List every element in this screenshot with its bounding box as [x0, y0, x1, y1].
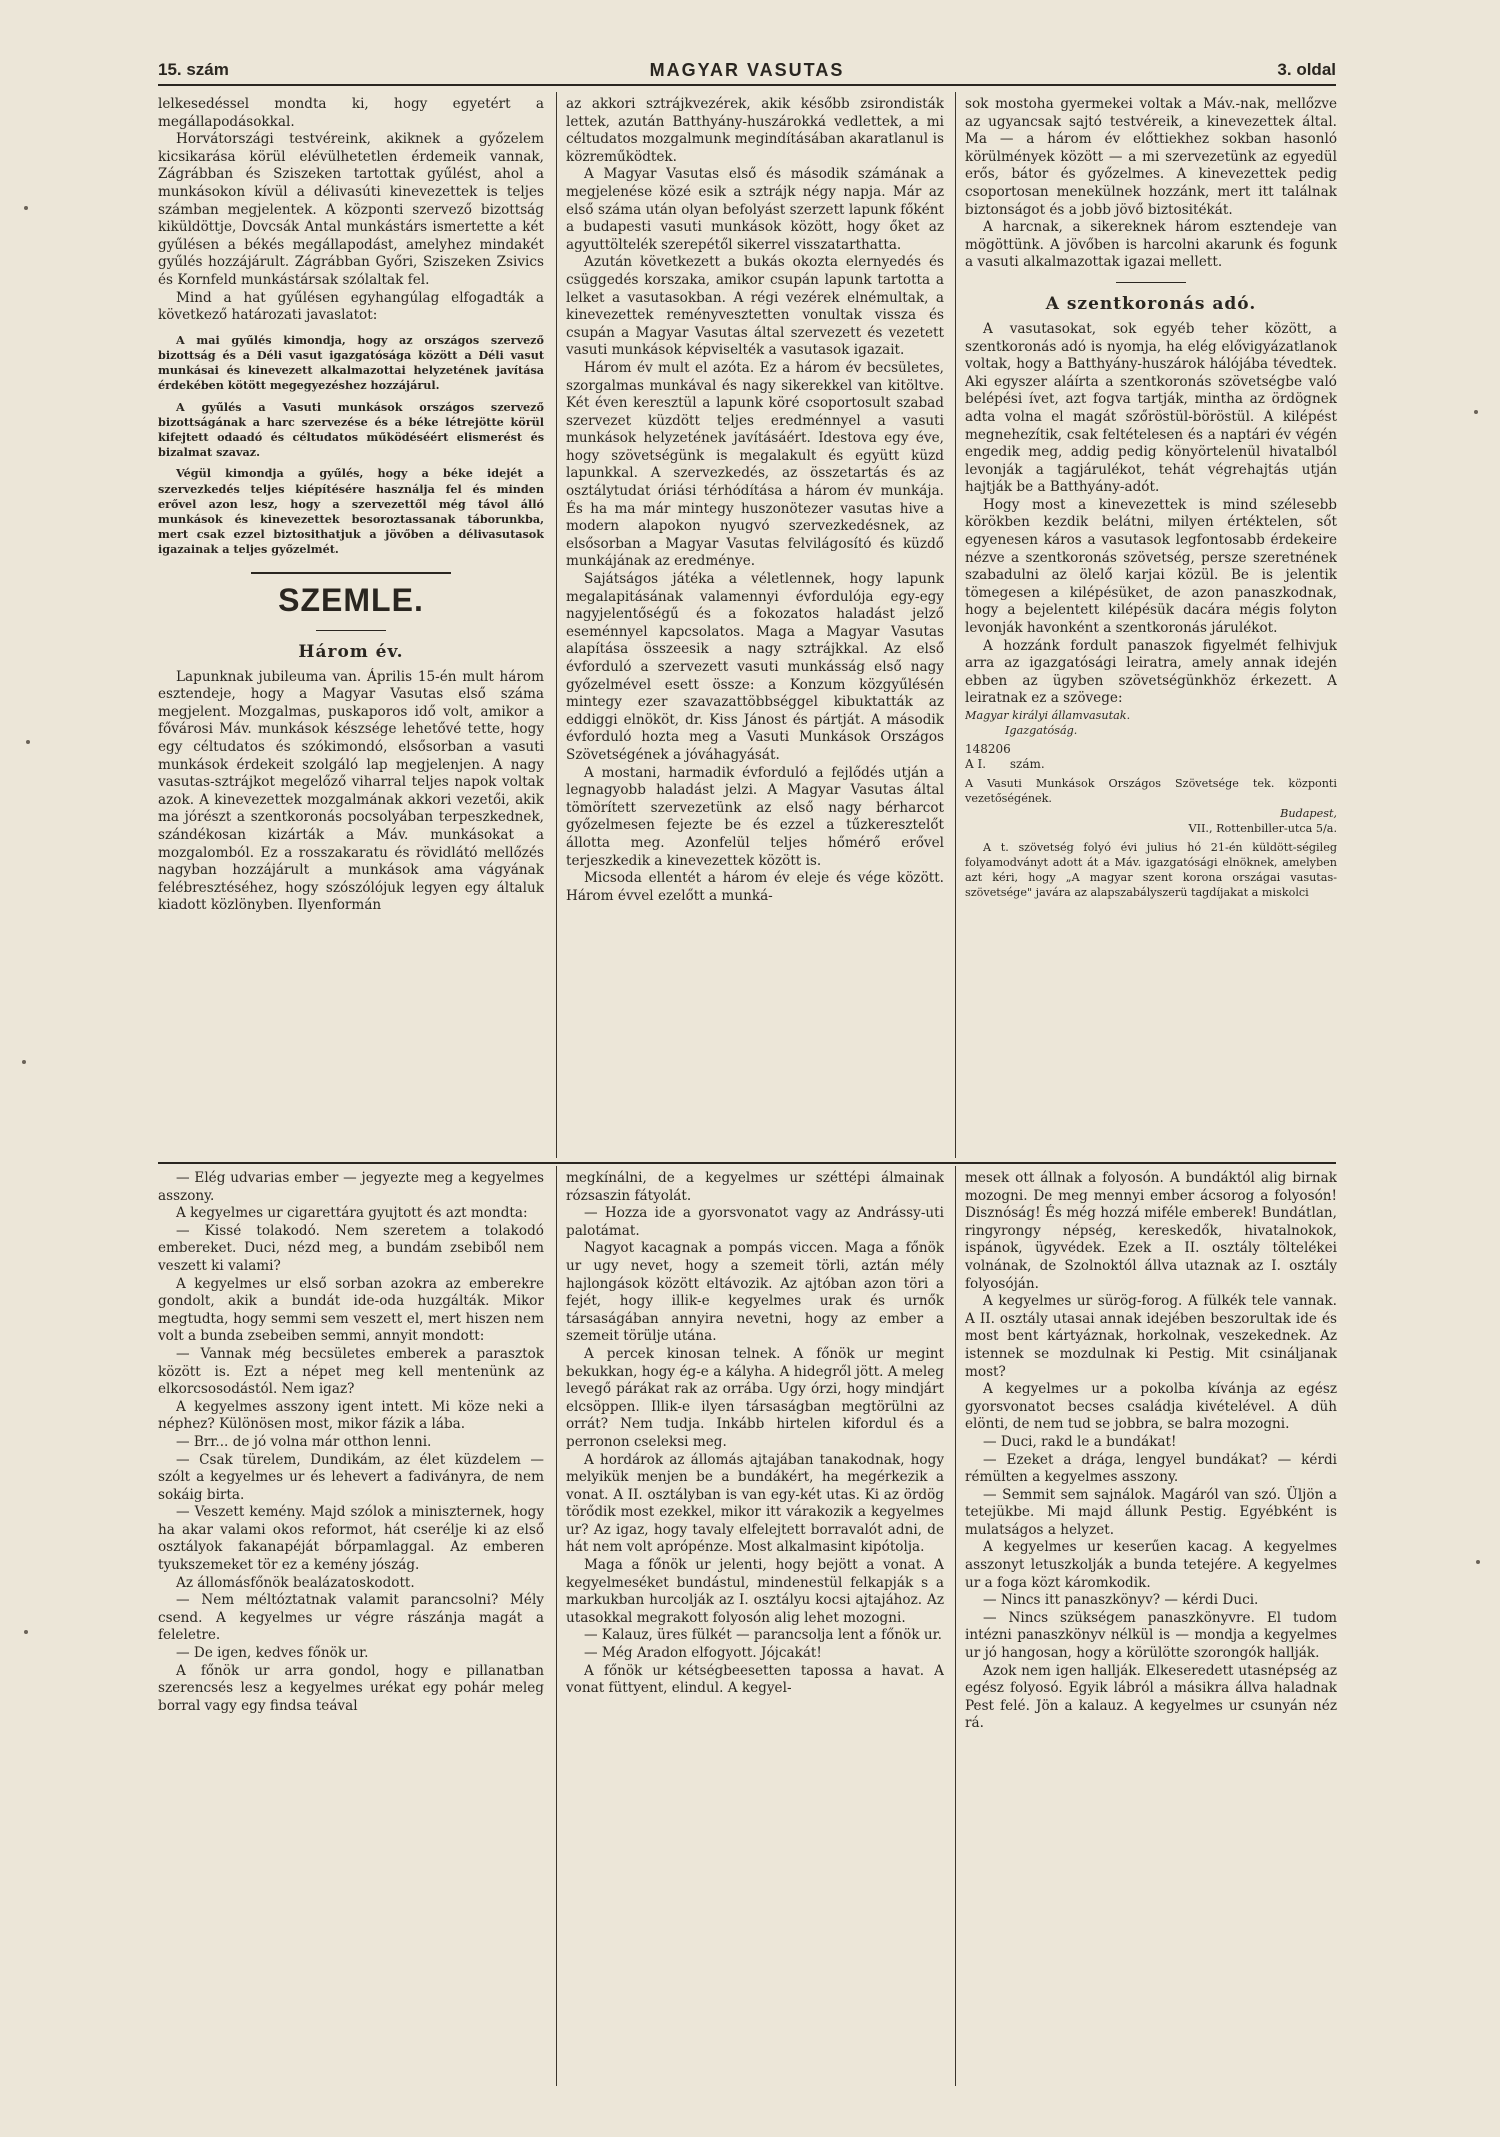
lower-column-1: [158, 1170, 544, 2084]
paragraph: — Semmit sem sajnálok. Magáról van szó. Üljön a tetejükbe. Mi majd állunk Pestig. Egyébként is mulatságos a helyzet.: [965, 1486, 1337, 1538]
paragraph: A kegyelmes ur cigarettára gyujtott és azt mondta:: [176, 1205, 528, 1222]
paragraph: — Kissé tolakodó. Nem szeretem a tolakodó embereket. Duci, nézd meg, a bundám zsebiből nem veszett ki valami?: [158, 1222, 544, 1274]
paragraph: — De igen, kedves főnök ur.: [176, 1645, 369, 1662]
paragraph: Azok nem igen hallják. Elkeseredett utasnépség az egész folyosó. Egyik lábról a másikra állva haladnak Pest felé. Jön a kalauz. A kegyelmes ur csunyán néz rá.: [965, 1662, 1337, 1732]
letter-number: 148206: [965, 742, 1011, 756]
paragraph: Hogy most a kinevezettek is mind szélesebb körökben kezdik belátni, milyen értéktelen, sőt egyenesen káros a vasutasok legfontosabb érdekeire nézve a szentkoronás szövetség, persze szeretnének szabadulni az ölelő karjai közül. Be is jelentik tömegesen a kilépésüket, de azon panaszkodnak, hogy a bejelentett kilépésük dacára mégis folyton levonják havonként a szentkoronás járulékot.: [965, 496, 1337, 637]
paper-speck: [1476, 1560, 1480, 1564]
paragraph: Nagyot kacagnak a pompás viccen. Maga a főnök ur ugy nevet, hogy a szemeit törli, aztán mély hajlongások között eltávozik. Az ajtóban azon töri a fejét, hogy illik-e kegyelmes urak és urnők társaságában annyira nevetni, hogy az ember a szemeit törülje utána.: [566, 1240, 944, 1345]
paragraph: — Duci, rakd le a bundákat!: [983, 1433, 1177, 1450]
page-number: 3. oldal: [1277, 60, 1336, 79]
divider: [316, 630, 386, 631]
paragraph: A mostani, harmadik évforduló a fejlődés utján a legnagyobb haladást jelzi. A Magyar Vasutas által tömörített szervezetünk az első nagy bérharcot győzelmesen fejezte be és ezzel a tűzkeresztelőt állotta meg. Azonfelül teljes hőmérő erővel terjeszkedik a kinevezettek között is.: [566, 764, 944, 869]
article-title: A szentkoronás adó.: [1045, 293, 1257, 314]
paragraph: Mind a hat gyűlésen egyhangúlag elfogadták a következő határozati javaslatot:: [158, 289, 544, 324]
column-rule-4: [955, 1166, 956, 2086]
paragraph: az akkori sztrájkvezérek, akik később zsirondisták lettek, azután Batthyány-huszárokká vedlettek, a mi céltudatos mozgalmunk megindításában akaratlanul is közreműködtek.: [566, 96, 944, 165]
article-title: Három év.: [298, 641, 404, 662]
divider: [1116, 282, 1186, 283]
letter-dept: Igazgatóság.: [1005, 724, 1078, 737]
paragraph: — Vannak még becsületes emberek a parasztok között is. Ezt a népet meg kell mentenünk az elkorcsosodástól. Nem igaz?: [158, 1345, 544, 1398]
resolution-paragraph: A gyűlés a Vasuti munkások országos szervező bizottságának a harc szervezése és a béke létrejötte körül kifejtett odaadó és céltudatos működéséért elismerést és bizalmat szavaz.: [158, 399, 544, 460]
paragraph: — Elég udvarias ember — jegyezte meg a kegyelmes asszony.: [158, 1170, 544, 1204]
paragraph: — Ezeket a drága, lengyel bundákat? — kérdi rémülten a kegyelmes asszony.: [965, 1451, 1337, 1486]
paragraph: A hozzánk fordult panaszok figyelmét felhivjuk arra az igazgatósági leiratra, amely annak idején ebben az ügyben szövetségünkhöz érkezett. A leiratnak ez a szövege:: [965, 637, 1337, 707]
official-letter: [965, 708, 1337, 900]
paragraph: — Kalauz, üres fülkét — parancsolja lent a főnök ur.: [584, 1627, 942, 1644]
paper-speck: [24, 206, 28, 210]
paragraph: — Nincs szükségem panaszkönyvre. El tudom intézni panaszkönyv nélkül is — mondja a kegyelmes ur jó hangosan, hogy a körülötte szorongók hallják.: [965, 1609, 1337, 1662]
page-header: [158, 58, 1336, 86]
paragraph: Horvátországi testvéreink, akiknek a győzelem kicsikarása körül elévülhetetlen érdemeik vannak, Zágrábban és Sziszeken tartottak gyűlést, ahol a munkásokon kívül a délivasúti kinevezettek is teljes számban megjelentek. A központi szervező bizottság kiküldöttje, Dovcsák Antal munkástárs ismertette a két gyűlésen a békés megállapodást, amelyhez mindakét gyűlés hozzájárult. Zágrábban Győri, Sziszeken Zsivics és Kornfeld munkástársak szólaltak fel.: [158, 131, 544, 288]
letter-org: Magyar királyi államvasutak.: [965, 709, 1131, 722]
resolution-paragraph: A mai gyűlés kimondja, hogy az országos szervező bizottság és a Déli vasut igazgatósága között a Déli vasut munkásai és kinevezett alkalmazottai helyzetének javítása érdekében kötött megegyezéshez hozzájárul.: [158, 332, 544, 393]
paragraph: Lapunknak jubileuma van. Április 15-én mult három esztendeje, hogy a Magyar Vasutas első száma megjelent. Mozgalmas, puskaporos idő volt, amikor a fővárosi Máv. munkások készsége lehetővé tette, hogy egy céltudatos és szókimondó, elsősorban a vasuti munkások érdekeit szolgáló lap megjelenjen. A nagy vasutas-sztrájkot megelőző viharral teljes napok voltak azok. A kinevezettek mozgalmának akkori vezetői, akik ma jórészt a szentkoronás pocsolyában terpeszkednek, szándékosan kizárták a Máv. munkásokat a mozgalomból. Ez a rosszakaratu és rövidlátó mellőzés nagyban hozzájárult a munkások ama vágyának felébresztéséhez, hogy szószólójuk legyen egy általuk kiadott közlönyben. Ilyenformán: [158, 668, 544, 914]
upper-column-1: [158, 96, 544, 1158]
issue-number: 15. szám: [158, 60, 229, 79]
paragraph: Három év mult el azóta. Ez a három év becsületes, szorgalmas munkával és nagy sikerekkel van kitöltve. Két éven keresztül a lapunk köré csoportosult szabad szervezet küzdött teljes eredménnyel a vasuti munkások helyzetének javításáért. Idestova egy éve, hogy szövetségünk is megalakult és együtt küzd lapunkkal. A szervezkedés, az összetartás és az osztálytudat óriási térhódítása a három év munkája. És ha ma már mintegy huszonötezer vasutas hive a modern alapokon nyugvó szervezkedésnek, az elsősorban a Magyar Vasutas felvilágosító és küzdő munkájának az eredménye.: [566, 359, 944, 570]
paragraph: A kegyelmes ur első sorban azokra az emberekre gondolt, akik a bundát ide-oda huzgálták. Mikor megtudta, hogy semmi sem veszett el, mert hiszen nem volt a bunda zsebeiben semmi, annyit mondott:: [158, 1275, 544, 1345]
paragraph: lelkesedéssel mondta ki, hogy egyetért a megállapodásokkal.: [158, 96, 544, 130]
masthead-title: MAGYAR VASUTAS: [649, 60, 845, 80]
resolution-paragraph: Végül kimondja a gyűlés, hogy a béke idejét a szervezkedés teljes kiépítésére használja fel és minden erővel azon lesz, hogy a szervezettől még távol álló munkások és kinevezettek besoroztassanak táborunkba, mert csak ezzel biztosithatjuk a jövőben a délivasutasok igazainak a teljes győzelmét.: [158, 466, 544, 557]
paragraph: A hordárok az állomás ajtajában tanakodnak, hogy melyikük menjen be a bundákért, ha megérkezik a vonat. A II. osztályban is van egy-két utas. Ki az ördög törődik most ezekkel, mikor itt várakozik a kegyelmes ur? Az igaz, hogy tavaly elfelejtett borravalót adni, de hát nem volt aprópénze. Most alkalmasint kipótolja.: [566, 1451, 944, 1556]
paragraph: — Nincs itt panaszkönyv? — kérdi Duci.: [983, 1592, 1259, 1609]
paper-speck: [1474, 410, 1478, 414]
paragraph: mesek ott állnak a folyosón. A bundáktól alig birnak mozogni. De meg mennyi ember ácsorog a folyosón! Disznóság! És még hozzá miféle emberek! Bundátlan, ringyrongy népség, kereskedők, hivatalnokok, ispánok, ügyvédek. Ezek a II. osztály töltelékei volnának, de Szolnoktól állva utaznak az I. osztály folyosóján.: [965, 1170, 1337, 1292]
column-rule-2: [955, 92, 956, 1158]
upper-column-2: [566, 96, 944, 1158]
paragraph: A kegyelmes ur a pokolba kívánja az egész gyorsvonatot becses családja kivételével. A düh elönti, de nem tud se jobbra, se balra mozogni.: [965, 1381, 1337, 1433]
paragraph: A percek kinosan telnek. A főnök ur megint bekukkan, hogy ég-e a kályha. A hidegről jött. A meleg levegő párákat rak az orrába. Ugy órzi, hogy mindjárt elcsöppen. Illik-e ilyen társaságban megtörülni az orrát? Nem tudja. Inkább hirtelen kifordul és a perronon cseleksi meg.: [566, 1345, 944, 1450]
section-heading: SZEMLE.: [278, 581, 424, 618]
letter-reference: [965, 742, 1337, 772]
letter-number-sub: A I.: [965, 757, 987, 771]
paragraph: — Veszett kemény. Majd szólok a miniszternek, hogy ha akar valami okos reformot, hát cserélje ki az első osztályok fakanapéját bőrpamlaggal. Az emberen tyukszemeket tör ez a kemény jószág.: [158, 1504, 544, 1574]
story-divider: [158, 1162, 1336, 1164]
paper-speck: [24, 1630, 28, 1634]
paragraph: Micsoda ellentét a három év eleje és vége között. Három évvel ezelőtt a munká-: [566, 870, 944, 904]
paragraph: Sajátságos játéka a véletlennek, hogy lapunk megalapitásának valamennyi évfordulója egy-egy nagyjelentőségű és a fokozatos haladást jelző eseménnyel kapcsolatos. Maga a Magyar Vasutas alapítása összeesik a nagy sztrájkkal. Az első évforduló a szervezett vasuti munkásság első nagy győzelmével esett össze: a Konzum közgyűlésén mintegy ezer szavazattöbbséggel kibuktatták az eddiggi elnököt, dr. Kiss Jánost és pártját. A második évforduló hozta meg a Vasuti Munkások Országos Szövetségének a jóváhagyását.: [566, 571, 944, 763]
paragraph: sok mostoha gyermekei voltak a Máv.-nak, mellőzve az ugyancsak sajtó testvéreik, a kinevezettek által. Ma — a három év előttiekhez sokban hasonló körülmények között — a mi szervezetünk az egyedül erős, bátor és győzelmes. A kinevezettek pedig csoportosan menekülnek hozzánk, mert itt találnak biztonságot és a jobb jövő biztositékát.: [965, 96, 1337, 218]
lower-column-3: [965, 1170, 1337, 2084]
paper-speck: [26, 740, 30, 744]
paragraph: — Hozza ide a gyorsvonatot vagy az Andrássy-uti palotámat.: [566, 1205, 944, 1239]
upper-column-3: [965, 96, 1337, 1158]
paper-speck: [22, 1060, 26, 1064]
paragraph: Az állomásfőnök bealázatoskodott.: [176, 1574, 415, 1591]
column-rule-1: [556, 92, 557, 1158]
section-divider: [251, 572, 451, 574]
paragraph: A kegyelmes ur keserűen kacag. A kegyelmes asszonyt letuszkolják a bunda tetejére. A kegyelmes ur a foga közt káromkodik.: [965, 1539, 1337, 1591]
paragraph: A kegyelmes asszony igent intett. Mi köze neki a néphez? Különösen most, mikor fázik a lába.: [158, 1398, 544, 1433]
paragraph: A harcnak, a sikereknek három esztendeje van mögöttünk. A jövőben is harcolni akarunk és fogunk a vasuti alkalmazottak igazai mellett.: [965, 219, 1337, 271]
paragraph: A Magyar Vasutas első és második számának a megjelenése közé esik a sztrájk négy napja. Már az első száma után olyan befolyást szerzett lapunk főként a budapesti vasuti munkások között, hogy őket az agyuttöltelék szerepétől sikerrel visszatarthatta.: [566, 166, 944, 253]
paragraph: A vasutasokat, sok egyéb teher között, a szentkoronás adó is nyomja, ha elég elővigyázatlanok voltak, hogy a Batthyány-huszárok hálójába tévedtek. Aki egyszer aláírta a szentkoronás szövetségbe való belépési ívet, azt fogva tartják, mintha az ördögnek adta volna el magát szőröstül-böröstül. A kilépést megnehezítik, csak feltételesen és a naptári év végén engedik meg, addig pedig könyörtelenül hivatalból levonják a tagjárulékot, tehát végrehajtás utján hajtják be a Batthyány-adót.: [965, 320, 1337, 496]
paragraph: A kegyelmes ur sürög-forog. A fülkék tele vannak. A II. osztály utasai annak idejében beszorultak ide és most bent kártyáznak, horkolnak, veszekednek. Az istennek se mozdulnak ki Pestig. Mit csináljanak most?: [965, 1293, 1337, 1380]
paragraph: — Még Aradon elfogyott. Jójcakát!: [584, 1645, 822, 1662]
paragraph: — Brr... de jó volna már otthon lenni.: [176, 1433, 432, 1450]
letter-city: Budapest,: [1280, 807, 1337, 820]
paragraph: Azután következett a bukás okozta elernyedés és csüggedés korszaka, amikor csupán lapunk tartotta a lelket a vasutasokban. A régi vezérek elnémultak, a kinevezettek reményvesztetten vonultak vissza és csupán a Magyar Vasutas által szervezett és vezetett vasuti munkások képviselték a vasutasok igazait.: [566, 254, 944, 359]
column-rule-3: [556, 1166, 557, 2086]
letter-number-label: szám.: [1009, 757, 1045, 771]
resolution-text: [158, 333, 544, 558]
paragraph: A főnök ur kétségbeesetten tapossa a havat. A vonat füttyent, elindul. A kegyel-: [566, 1662, 944, 1697]
paragraph: megkínálni, de a kegyelmes ur széttépi álmainak rózsaszin fátyolát.: [566, 1170, 944, 1204]
letter-addressee: A Vasuti Munkások Országos Szövetsége tek. központi vezetőségének.: [965, 777, 1337, 805]
paragraph: — Nem méltóztatnak valamit parancsolni? Mély csend. A kegyelmes ur végre rászánja magát a feleletre.: [158, 1592, 544, 1644]
lower-column-2: [566, 1170, 944, 2084]
paragraph: — Csak türelem, Dundikám, az élet küzdelem — szólt a kegyelmes ur és lehevert a fadiványra, de nem sokáig birta.: [158, 1451, 544, 1503]
paragraph: Maga a főnök ur jelenti, hogy bejött a vonat. A kegyelmeséket bundástul, mindenestül felkapják s a markukban hurcolják az I. osztályu kocsi ajtajához. Az utasokkal megrakott folyosón alig lehet mozogni.: [566, 1557, 944, 1626]
letter-body: A t. szövetség folyó évi julius hó 21-én küldött-ségileg folyamodványt adott át a Máv. igazgatósági elnöknek, amelyben azt kéri, hogy „A magyar szent korona országai vasutas-szövetsége" javára az alapszabályszerü tagdíjakat a miskolci: [965, 841, 1337, 899]
paragraph: A főnök ur arra gondol, hogy e pillanatban szerencsés lesz a kegyelmes urékat egy pohár meleg borral vagy egy findsa teával: [158, 1662, 544, 1714]
letter-street: VII., Rottenbiller-utca 5/a.: [1188, 822, 1337, 835]
